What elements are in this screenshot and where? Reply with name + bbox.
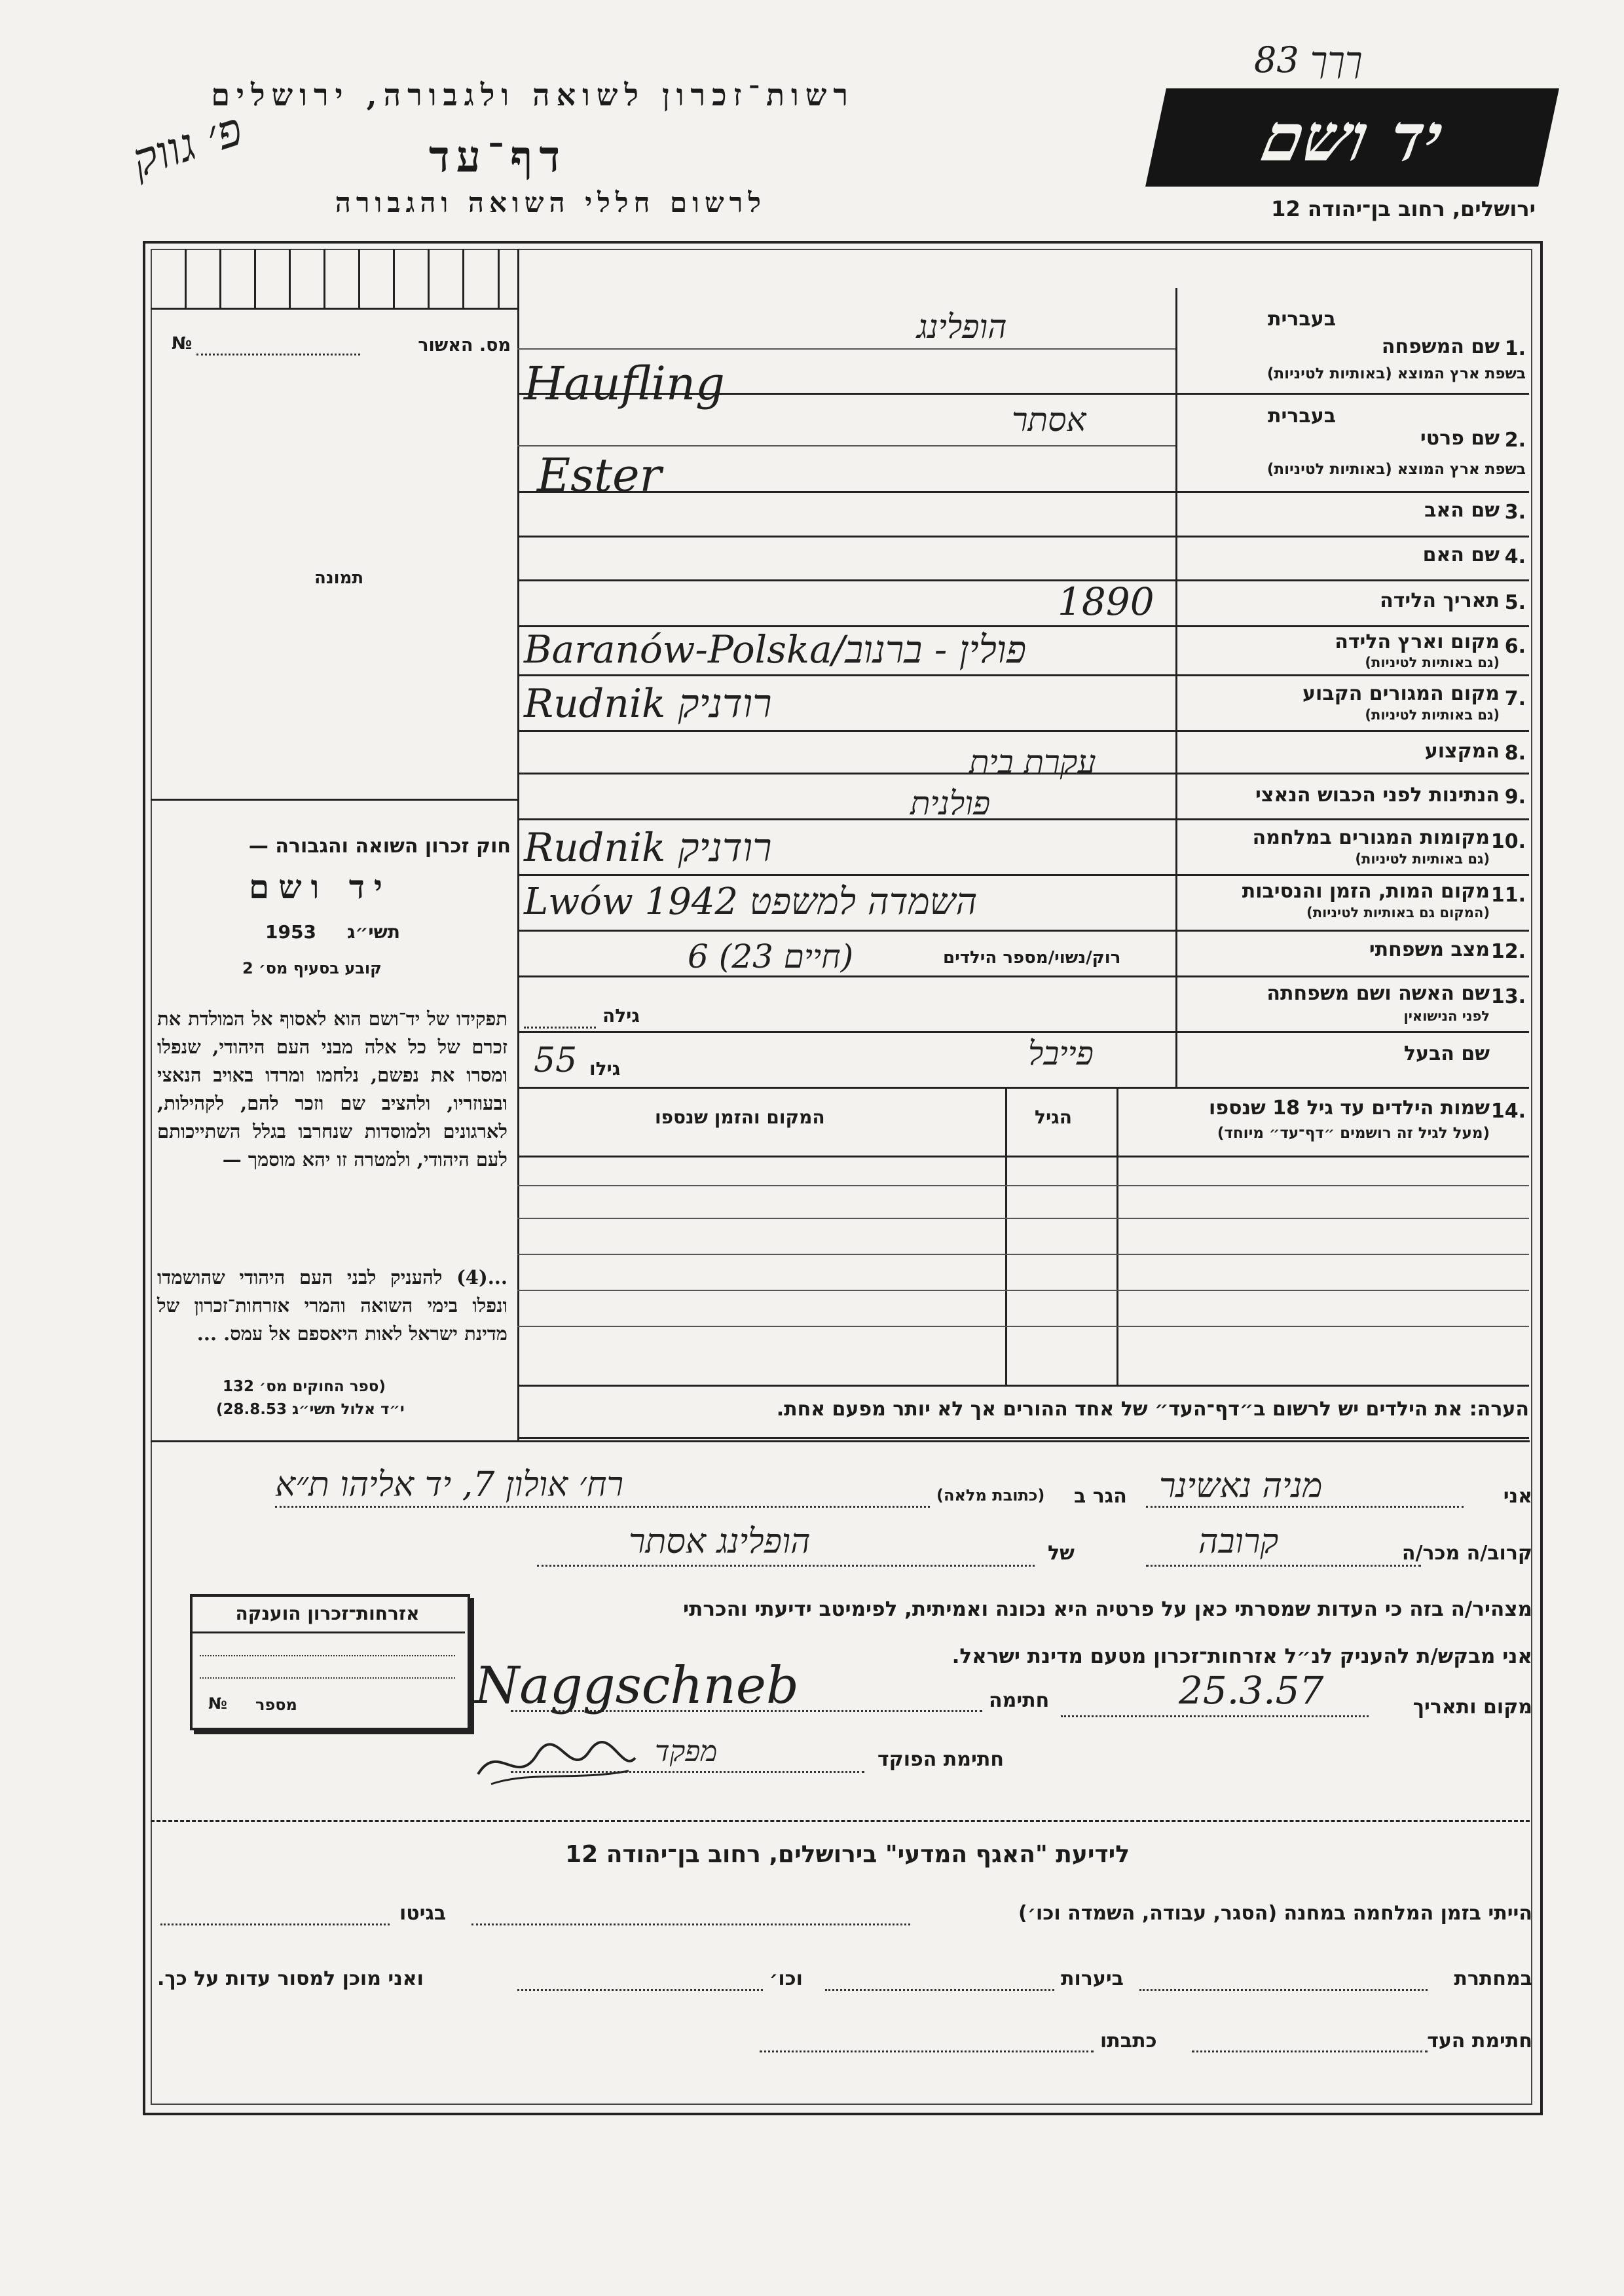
decl-request: אני מבקש/ת להעניק לנ״ל אזרחות־זכרון מטעם מדינת ישראל. bbox=[951, 1645, 1532, 1668]
husband-label: שם הבעל bbox=[1403, 1042, 1490, 1065]
husband-age-label: גילו bbox=[589, 1058, 621, 1080]
certificate-number-sign: № bbox=[208, 1694, 227, 1713]
col-age-header: הגיל bbox=[1035, 1106, 1072, 1128]
row-num-6: 6. bbox=[1504, 635, 1526, 658]
decl-place-date-label: מקום ותאריך bbox=[1412, 1696, 1532, 1719]
decl-signature-value: Naggschneb bbox=[475, 1656, 799, 1715]
decl-full-address-label: (כתובת מלאה) bbox=[936, 1486, 1045, 1504]
decl-officer-value: מפקד bbox=[655, 1735, 718, 1768]
f6-value: Baranów-Polska/פולין - ברנוב bbox=[524, 627, 1027, 672]
header-address: ירושלים, רחוב בן־יהודה 12 bbox=[1271, 196, 1536, 221]
f9-value: פולנית bbox=[910, 784, 991, 822]
certificate-box-title: אזרחות־זכרון הוענקה bbox=[235, 1603, 420, 1624]
hebrew-label-1: בעברית bbox=[1268, 308, 1336, 331]
archive-number: 83 ךךך bbox=[1254, 39, 1363, 81]
hebrew-label-2: בעברית bbox=[1268, 405, 1336, 428]
declarant-name: מניה נאשינר bbox=[1159, 1467, 1323, 1506]
field-9-label: הנתינות לפני הכבוש הנאצי bbox=[1255, 784, 1500, 807]
field-14-label: שמות הילדים עד גיל 18 שנספו bbox=[1209, 1097, 1490, 1120]
clause-4: ...(4) להעניק לבני העם היהודי שהושמדו ונפלו בימי השואה והמרי אזרחות־זכרון של מדינת ישראל לאות היאספם אל עמס. ... bbox=[157, 1266, 507, 1345]
source-line-1: (ספר החוקים מס׳ 132 bbox=[223, 1378, 386, 1395]
field-6-sub: (גם באותיות לטיניות) bbox=[1365, 655, 1500, 670]
field-8-label: המקצוע bbox=[1424, 740, 1500, 763]
footer-line1-b: בגיטו bbox=[399, 1902, 447, 1925]
field-4-label: שם האם bbox=[1422, 543, 1500, 566]
field-13-label: שם האשה ושם משפחתה bbox=[1266, 982, 1490, 1005]
form-frame-inner bbox=[151, 249, 1532, 2105]
decl-address-value: רח׳ אולון 7, יד אליהו ת״א bbox=[275, 1465, 624, 1504]
husband-age: 55 bbox=[534, 1041, 578, 1080]
source-line-2: י״ד אלול תשי״ג 28.8.53) bbox=[216, 1401, 405, 1418]
f1-latin-value: Haufling bbox=[524, 357, 725, 410]
decl-of-label: של bbox=[1048, 1542, 1075, 1565]
law-year: 1953 bbox=[265, 921, 316, 943]
f8-value: עקרת בית bbox=[969, 743, 1096, 781]
f13-age-label: גילה bbox=[602, 1005, 640, 1027]
org-line: רשות־זכרון לשואה ולגבורה, ירושלים bbox=[211, 77, 855, 113]
law-year-heb: תשי״ג bbox=[347, 921, 400, 943]
row-num-13: 13. bbox=[1490, 985, 1526, 1008]
decl-i-label: אני bbox=[1503, 1485, 1532, 1508]
form-subtitle: לרשום חללי השואה והגבורה bbox=[335, 187, 766, 219]
field-1-label: שם המשפחה bbox=[1381, 335, 1500, 358]
photo-label: תמונה bbox=[314, 568, 364, 588]
field-2-sub: בשפת ארץ המוצא (באותיות לטיניות) bbox=[1266, 461, 1526, 478]
f10-value: Rudnik רודניק bbox=[524, 825, 772, 871]
row-num-12: 12. bbox=[1490, 940, 1526, 963]
row-num-5: 5. bbox=[1504, 591, 1526, 614]
decl-signature-label: חתימה bbox=[989, 1689, 1050, 1712]
footer-line2-d: ואני מוכן למסור עדות על כך. bbox=[157, 1967, 424, 1990]
law-name: יד ושם bbox=[249, 867, 392, 906]
row-num-4: 4. bbox=[1504, 545, 1526, 568]
f11-value: Lwów השמדה למשפט 1942 bbox=[524, 881, 978, 923]
row-num-8: 8. bbox=[1504, 742, 1526, 765]
field-1-sub: בשפת ארץ המוצא (באותיות לטיניות) bbox=[1266, 365, 1526, 382]
f12-value: 6 (23 חיים) bbox=[688, 938, 854, 975]
certificate-number-label: מספר bbox=[255, 1696, 297, 1714]
decl-statement: מצהיר/ה בזה כי העדות שמסרתי כאן על פרטיה היא נכונה ואמיתית, לפימיטב ידיעתי והכרתי bbox=[683, 1597, 1532, 1621]
f5-value: 1890 bbox=[1058, 579, 1154, 624]
footer-heading: לידיעת "האגף המדעי" בירושלים, רחוב בן־יהודה 12 bbox=[565, 1841, 1130, 1868]
row-num-1: 1. bbox=[1504, 337, 1526, 360]
footer-line2-a: במחתרת bbox=[1454, 1967, 1532, 1990]
col-place-time-header: המקום והזמן שנספו bbox=[655, 1106, 825, 1128]
decl-relative-label: קרוב/ה מכר/ה bbox=[1401, 1542, 1532, 1565]
field-11-label: מקום המות, הזמן והנסיבות bbox=[1242, 880, 1490, 903]
decl-lives-label: הגר ב bbox=[1074, 1485, 1127, 1508]
field-2-label: שם פרטי bbox=[1420, 427, 1500, 450]
footer-line3-b: כתבתו bbox=[1100, 2030, 1157, 2052]
field-5-label: תאריך הלידה bbox=[1380, 589, 1500, 612]
f1-hebrew-value: הופלינג bbox=[917, 308, 1007, 346]
field-10-label: מקומות המגורים במלחמה bbox=[1252, 826, 1490, 849]
footer-line2-c: וכו׳ bbox=[769, 1967, 803, 1990]
cert-no-sign: № bbox=[172, 334, 193, 354]
decl-relation-value: קרובה bbox=[1198, 1522, 1279, 1561]
law-title: חוק זכרון השואה והגבורה — bbox=[248, 835, 511, 858]
field-10-sub: (גם באותיות לטיניות) bbox=[1355, 851, 1490, 867]
law-section: קובע בסעיף מס׳ 2 bbox=[242, 959, 382, 977]
field-14-sub: (מעל לגיל זה רושמים ״דף־עד״ מיוחד) bbox=[1217, 1125, 1490, 1142]
f7-value: Rudnik רודניק bbox=[524, 681, 772, 727]
officer-signature-scribble bbox=[471, 1735, 642, 1791]
row-num-7: 7. bbox=[1504, 687, 1526, 710]
f12-status: רוק/נשוי/מספר הילדים bbox=[943, 948, 1121, 968]
field-7-label: מקום המגורים הקבוע bbox=[1302, 682, 1500, 705]
row-num-9: 9. bbox=[1504, 786, 1526, 809]
field-12-label: מצב משפחתי bbox=[1369, 938, 1490, 961]
decl-date-value: 25.3.57 bbox=[1179, 1668, 1324, 1713]
cert-label: מס. האשור bbox=[418, 335, 511, 355]
corner-handwriting: פ׳ גווק bbox=[125, 101, 249, 188]
f2-latin-value: Ester bbox=[537, 448, 662, 502]
yad-vashem-logo: יד ושם bbox=[1145, 88, 1559, 187]
row-num-3: 3. bbox=[1504, 501, 1526, 524]
field-11-sub: (המקום גם באותיות לטיניות) bbox=[1306, 905, 1490, 920]
row-num-14: 14. bbox=[1490, 1100, 1526, 1123]
form-title: דף־עד bbox=[428, 131, 567, 182]
field-6-label: מקום וארץ הלידה bbox=[1335, 630, 1500, 653]
field-13-sub: לפני הנישואין bbox=[1403, 1008, 1490, 1024]
field-3-label: שם האב bbox=[1424, 499, 1500, 522]
husband-value: פייבל bbox=[1028, 1034, 1094, 1072]
f2-hebrew-value: אסתר bbox=[1012, 401, 1086, 439]
footer-line1-a: הייתי בזמן המלחמה במחנה (הסגר, עבודה, השמדה וכו׳) bbox=[1018, 1902, 1532, 1925]
field-7-sub: (גם באותיות לטיניות) bbox=[1365, 707, 1500, 723]
decl-officer-label: חתימת הפוקד bbox=[877, 1748, 1004, 1771]
row-num-10: 10. bbox=[1490, 830, 1526, 853]
footer-line2-b: ביערות bbox=[1061, 1967, 1124, 1990]
note-text: הערה: את הילדים יש לרשום ב״דף־העד״ של אחד ההורים אך לא יותר מפעם אחת. bbox=[776, 1398, 1529, 1421]
mission-text: תפקידו של יד־ושם הוא לאסוף אל המולדת את זכרם של כל אלה מבני העם היהודי, שנפלו ומסרו את נפשם, נלחמו ומרדו באויב הנאצי ובעוזריו, ולהציב שם וזכר להם, לקהילות, לארגונים ולמוסדות שנחרבו בגלל השתייכותם לעם היהודי, ולמטרה זו יהא מוסמך — bbox=[157, 1008, 507, 1171]
footer-line3-a: חתימת העד bbox=[1427, 2030, 1532, 2052]
row-num-11: 11. bbox=[1490, 884, 1526, 907]
row-num-2: 2. bbox=[1504, 429, 1526, 452]
decl-of-value: הופלינג אסתר bbox=[629, 1522, 811, 1561]
